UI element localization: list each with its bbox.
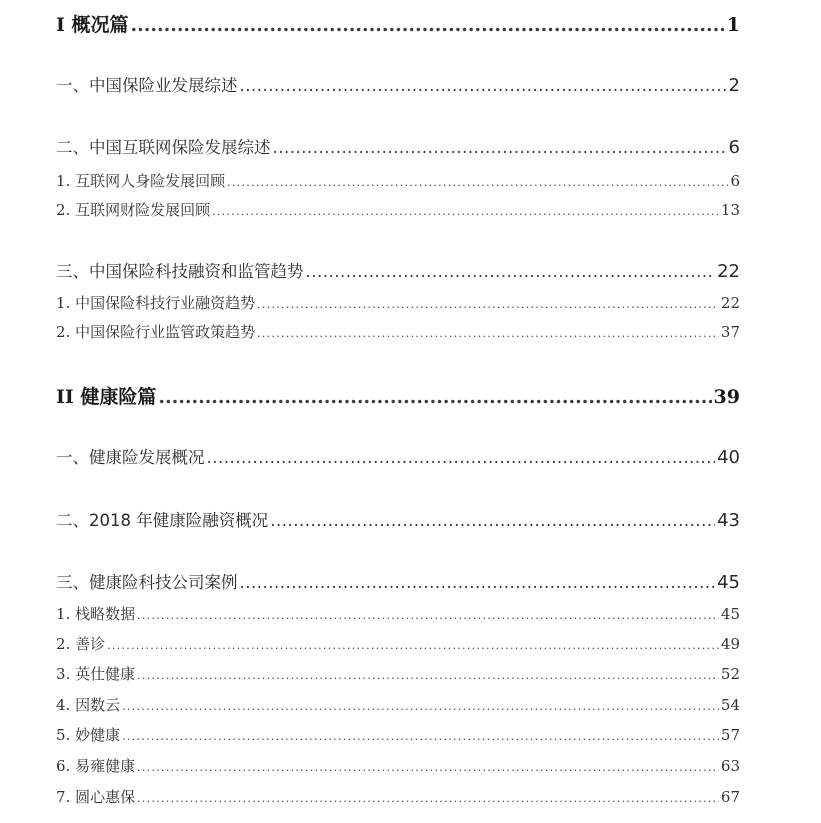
dot-leader: [158, 386, 711, 408]
toc-page-number: 54: [720, 696, 740, 714]
toc-page-number: 39: [713, 386, 740, 408]
toc-entry-title: 6. 易雍健康: [56, 757, 136, 775]
toc-page-number: 37: [720, 323, 740, 341]
toc-page-number: 57: [720, 726, 740, 744]
toc-entry-title: 二、2018 年健康险融资概况: [56, 511, 269, 530]
toc-page-number: 52: [720, 665, 740, 683]
toc-chapter-entry[interactable]: [56, 134, 740, 158]
toc-entry-title: II 健康险篇: [56, 386, 157, 408]
toc-section-entry[interactable]: [56, 292, 740, 313]
toc-chapter-entry[interactable]: [56, 444, 740, 468]
toc-entry-title: 3. 英仕健康: [56, 665, 136, 683]
toc-section-entry[interactable]: [56, 755, 740, 776]
toc-section-entry[interactable]: [56, 603, 740, 624]
dot-leader: [207, 448, 716, 467]
toc-section-entry[interactable]: [56, 694, 740, 715]
toc-entry-title: 1. 互联网人身险发展回顾: [56, 172, 226, 190]
toc-entry-title: 一、健康险发展概况: [56, 448, 205, 467]
toc-page-number: 2: [728, 75, 740, 96]
toc-entry-title: 一、中国保险业发展综述: [56, 76, 238, 95]
dot-leader: [131, 14, 725, 36]
dot-leader: [257, 298, 719, 311]
toc-page-number: 6: [730, 172, 740, 190]
toc-section-entry[interactable]: [56, 633, 740, 654]
toc-section-entry[interactable]: [56, 170, 740, 191]
toc-page-number: 67: [720, 788, 740, 806]
toc-entry-title: 三、中国保险科技融资和监管趋势: [56, 262, 304, 281]
toc-entry-title: 4. 因数云: [56, 696, 121, 714]
toc-page-number: 22: [720, 294, 740, 312]
toc-page-number: 43: [717, 510, 740, 531]
toc-entry-title: 2. 中国保险行业监管政策趋势: [56, 323, 256, 341]
dot-leader: [137, 792, 719, 805]
toc-section-entry[interactable]: [56, 663, 740, 684]
toc-chapter-entry[interactable]: [56, 72, 740, 96]
dot-leader: [240, 573, 716, 592]
toc-page-number: 63: [720, 757, 740, 775]
dot-leader: [257, 327, 719, 340]
toc-page-number: 6: [728, 137, 740, 158]
dot-leader: [227, 176, 728, 189]
dot-leader: [240, 76, 727, 95]
toc-section-entry[interactable]: [56, 321, 740, 342]
toc-entry-title: I 概况篇: [56, 14, 129, 36]
toc-section-entry[interactable]: [56, 724, 740, 745]
dot-leader: [212, 205, 719, 218]
toc-page-number: 22: [717, 261, 740, 282]
toc-section-entry[interactable]: [56, 199, 740, 220]
toc-chapter-entry[interactable]: [56, 569, 740, 593]
toc-entry-title: 二、中国互联网保险发展综述: [56, 138, 271, 157]
toc-entry-title: 2. 善诊: [56, 635, 106, 653]
toc-entry-title: 三、健康险科技公司案例: [56, 573, 238, 592]
dot-leader: [137, 761, 719, 774]
toc-page-number: 45: [717, 572, 740, 593]
toc-page-number: 45: [720, 605, 740, 623]
toc-part-entry[interactable]: [56, 382, 740, 409]
toc-entry-title: 7. 圆心惠保: [56, 788, 136, 806]
dot-leader: [137, 609, 719, 622]
toc-page-number: 49: [720, 635, 740, 653]
toc-chapter-entry[interactable]: [56, 507, 740, 531]
dot-leader: [122, 700, 719, 713]
dot-leader: [270, 511, 715, 530]
toc-page-number: 1: [726, 14, 740, 36]
dot-leader: [273, 138, 727, 157]
toc-section-entry[interactable]: [56, 786, 740, 807]
dot-leader: [107, 639, 719, 652]
dot-leader: [306, 262, 716, 281]
toc-entry-title: 1. 中国保险科技行业融资趋势: [56, 294, 256, 312]
dot-leader: [137, 669, 719, 682]
toc-part-entry[interactable]: [56, 10, 740, 37]
toc-page-number: 40: [717, 447, 740, 468]
toc-entry-title: 2. 互联网财险发展回顾: [56, 201, 211, 219]
toc-chapter-entry[interactable]: [56, 258, 740, 282]
dot-leader: [122, 730, 719, 743]
toc-entry-title: 1. 栈略数据: [56, 605, 136, 623]
toc-page-number: 13: [720, 201, 740, 219]
toc-entry-title: 5. 妙健康: [56, 726, 121, 744]
